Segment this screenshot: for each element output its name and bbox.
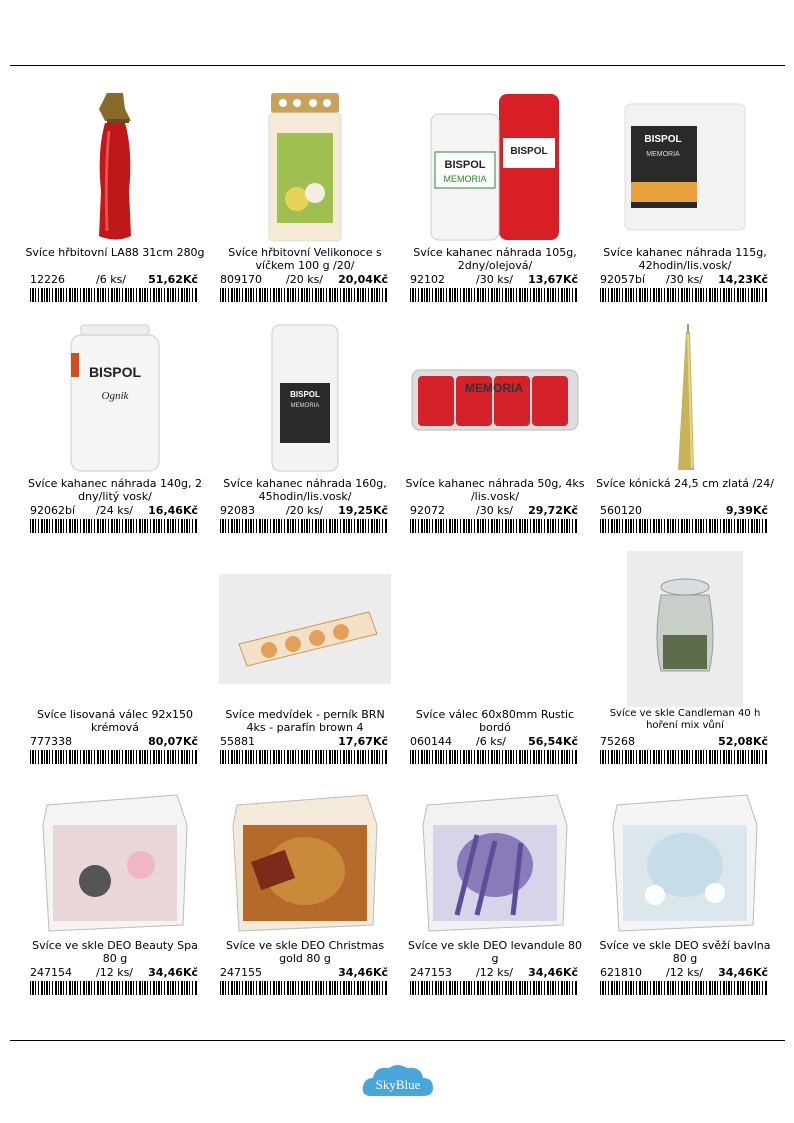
product-image [400, 550, 590, 708]
product-price: 34,46Kč [718, 966, 768, 979]
product-code: 92057bí [600, 273, 646, 286]
product-price: 20,04Kč [338, 273, 388, 286]
product-card[interactable] [210, 773, 400, 1004]
product-card[interactable] [590, 773, 780, 1004]
product-meta [30, 504, 198, 518]
product-row [20, 311, 780, 542]
product-price: 14,23Kč [718, 273, 768, 286]
product-image [210, 781, 400, 939]
product-image [590, 319, 780, 477]
product-meta [600, 735, 768, 749]
product-price: 34,46Kč [148, 966, 198, 979]
product-price: 19,25Kč [338, 504, 388, 517]
product-name: Svíce kahanec náhrada 160g, 45hodin/lis.vosk/ [223, 477, 387, 503]
product-meta [220, 735, 388, 749]
product-card[interactable] [20, 773, 210, 1004]
product-code: 12226 [30, 273, 65, 286]
product-card[interactable] [400, 773, 590, 1004]
svg-text:MEMORIA: MEMORIA [443, 174, 487, 184]
product-row [20, 542, 780, 773]
product-meta [410, 966, 578, 980]
barcode [30, 288, 198, 302]
svg-text:MEMORIA: MEMORIA [290, 403, 320, 409]
product-price: 52,08Kč [718, 735, 768, 748]
product-card[interactable] [400, 311, 590, 542]
product-pack: /24 ks/ [96, 504, 134, 517]
product-image [590, 88, 780, 246]
product-code: 560120 [600, 504, 642, 517]
svg-text:BISPOL: BISPOL [444, 159, 486, 171]
product-price: 80,07Kč [148, 735, 198, 748]
product-price: 13,67Kč [528, 273, 578, 286]
product-name: Svíce lisovaná válec 92x150 krémová [36, 708, 193, 734]
product-image [210, 88, 400, 246]
barcode [30, 519, 198, 533]
product-image [590, 781, 780, 939]
product-code: 809170 [220, 273, 262, 286]
product-pack: /30 ks/ [666, 273, 704, 286]
barcode [600, 519, 768, 533]
product-card[interactable] [210, 542, 400, 773]
product-price: 17,67Kč [338, 735, 388, 748]
barcode [220, 981, 388, 995]
product-price: 34,46Kč [528, 966, 578, 979]
product-meta [30, 273, 198, 287]
product-pack: /6 ks/ [476, 735, 507, 748]
product-name: Svíce válec 60x80mm Rustic bordó [415, 708, 575, 734]
product-meta [410, 504, 578, 518]
product-meta [600, 966, 768, 980]
product-name: Svíce kahanec náhrada 140g, 2 dny/litý vosk/ [28, 477, 202, 503]
product-meta [220, 273, 388, 287]
header-divider [10, 65, 785, 66]
barcode [30, 981, 198, 995]
skyblue-logo [361, 1062, 435, 1100]
product-name: Svíce kahanec náhrada 105g, 2dny/olejová/ [413, 246, 577, 272]
barcode [600, 750, 768, 764]
product-code: 777338 [30, 735, 72, 748]
footer-divider [10, 1040, 785, 1041]
product-code: 75268 [600, 735, 635, 748]
barcode [600, 288, 768, 302]
product-image [590, 550, 780, 708]
product-image [20, 550, 210, 708]
product-code: 92083 [220, 504, 255, 517]
product-meta [600, 504, 768, 518]
product-price: 29,72Kč [528, 504, 578, 517]
product-card[interactable] [590, 311, 780, 542]
product-image [400, 781, 590, 939]
product-code: 247154 [30, 966, 72, 979]
product-card[interactable] [20, 311, 210, 542]
barcode [30, 750, 198, 764]
product-pack: /20 ks/ [286, 504, 324, 517]
product-card[interactable] [400, 542, 590, 773]
product-meta [220, 504, 388, 518]
product-card[interactable] [210, 311, 400, 542]
product-code: 247153 [410, 966, 452, 979]
barcode [410, 519, 578, 533]
product-card[interactable] [20, 80, 210, 311]
barcode [220, 288, 388, 302]
svg-text:BISPOL: BISPOL [290, 390, 320, 399]
product-grid [20, 80, 780, 1004]
product-pack: /30 ks/ [476, 273, 514, 286]
product-card[interactable] [210, 80, 400, 311]
product-meta [30, 966, 198, 980]
product-card[interactable] [20, 542, 210, 773]
product-name: Svíce hřbitovní Velikonoce s víčkem 100 g /20/ [228, 246, 382, 272]
product-code: 55881 [220, 735, 255, 748]
product-name: Svíce medvídek - perník BRN 4ks - parafín brown 4 [225, 708, 385, 734]
product-name: Svíce hřbitovní LA88 31cm 280g [25, 246, 205, 259]
svg-text:MEMORIA: MEMORIA [465, 381, 523, 395]
product-meta [410, 735, 578, 749]
product-row [20, 80, 780, 311]
product-name: Svíce ve skle DEO svěží bavlna 80 g [599, 939, 771, 965]
svg-text:MEMORIA: MEMORIA [646, 151, 680, 158]
product-image [210, 550, 400, 708]
product-code: 621810 [600, 966, 642, 979]
product-card[interactable] [590, 80, 780, 311]
product-price: 34,46Kč [338, 966, 388, 979]
product-pack: /20 ks/ [286, 273, 324, 286]
product-code: 92062bí [30, 504, 76, 517]
barcode [410, 750, 578, 764]
product-card[interactable] [590, 542, 780, 773]
product-name: Svíce kahanec náhrada 50g, 4ks /lis.vosk/ [405, 477, 585, 503]
product-price: 16,46Kč [148, 504, 198, 517]
barcode [410, 288, 578, 302]
product-code: 060144 [410, 735, 452, 748]
svg-text:Ognik: Ognik [101, 390, 129, 402]
product-meta [600, 273, 768, 287]
product-code: 247155 [220, 966, 262, 979]
product-meta [30, 735, 198, 749]
product-price: 9,39Kč [725, 504, 768, 517]
product-name: Svíce ve skle Candleman 40 h hoření mix vůní [609, 708, 761, 731]
product-row [20, 773, 780, 1004]
logo-text: SkyBlue [375, 1077, 421, 1092]
product-pack: /12 ks/ [476, 966, 514, 979]
product-code: 92072 [410, 504, 445, 517]
product-pack: /12 ks/ [666, 966, 704, 979]
product-pack: /30 ks/ [476, 504, 514, 517]
product-code: 92102 [410, 273, 445, 286]
product-price: 51,62Kč [148, 273, 198, 286]
product-price: 56,54Kč [528, 735, 578, 748]
product-name: Svíce ve skle DEO Christmas gold 80 g [225, 939, 385, 965]
product-card[interactable] [400, 80, 590, 311]
product-meta [220, 966, 388, 980]
product-image [20, 781, 210, 939]
product-pack: /6 ks/ [96, 273, 127, 286]
product-image [400, 319, 590, 477]
product-pack: /12 ks/ [96, 966, 134, 979]
product-meta [410, 273, 578, 287]
product-name: Svíce kónická 24,5 cm zlatá /24/ [596, 477, 774, 490]
product-name: Svíce ve skle DEO Beauty Spa 80 g [32, 939, 198, 965]
barcode [600, 981, 768, 995]
svg-text:BISPOL: BISPOL [510, 146, 548, 157]
barcode [220, 519, 388, 533]
barcode [410, 981, 578, 995]
svg-text:BISPOL: BISPOL [644, 134, 682, 145]
product-name: Svíce ve skle DEO levandule 80 g [408, 939, 582, 965]
product-image [20, 319, 210, 477]
product-image [400, 88, 590, 246]
svg-text:BISPOL: BISPOL [88, 364, 142, 380]
product-image [20, 88, 210, 246]
product-name: Svíce kahanec náhrada 115g, 42hodin/lis.vosk/ [603, 246, 767, 272]
barcode [220, 750, 388, 764]
product-image [210, 319, 400, 477]
